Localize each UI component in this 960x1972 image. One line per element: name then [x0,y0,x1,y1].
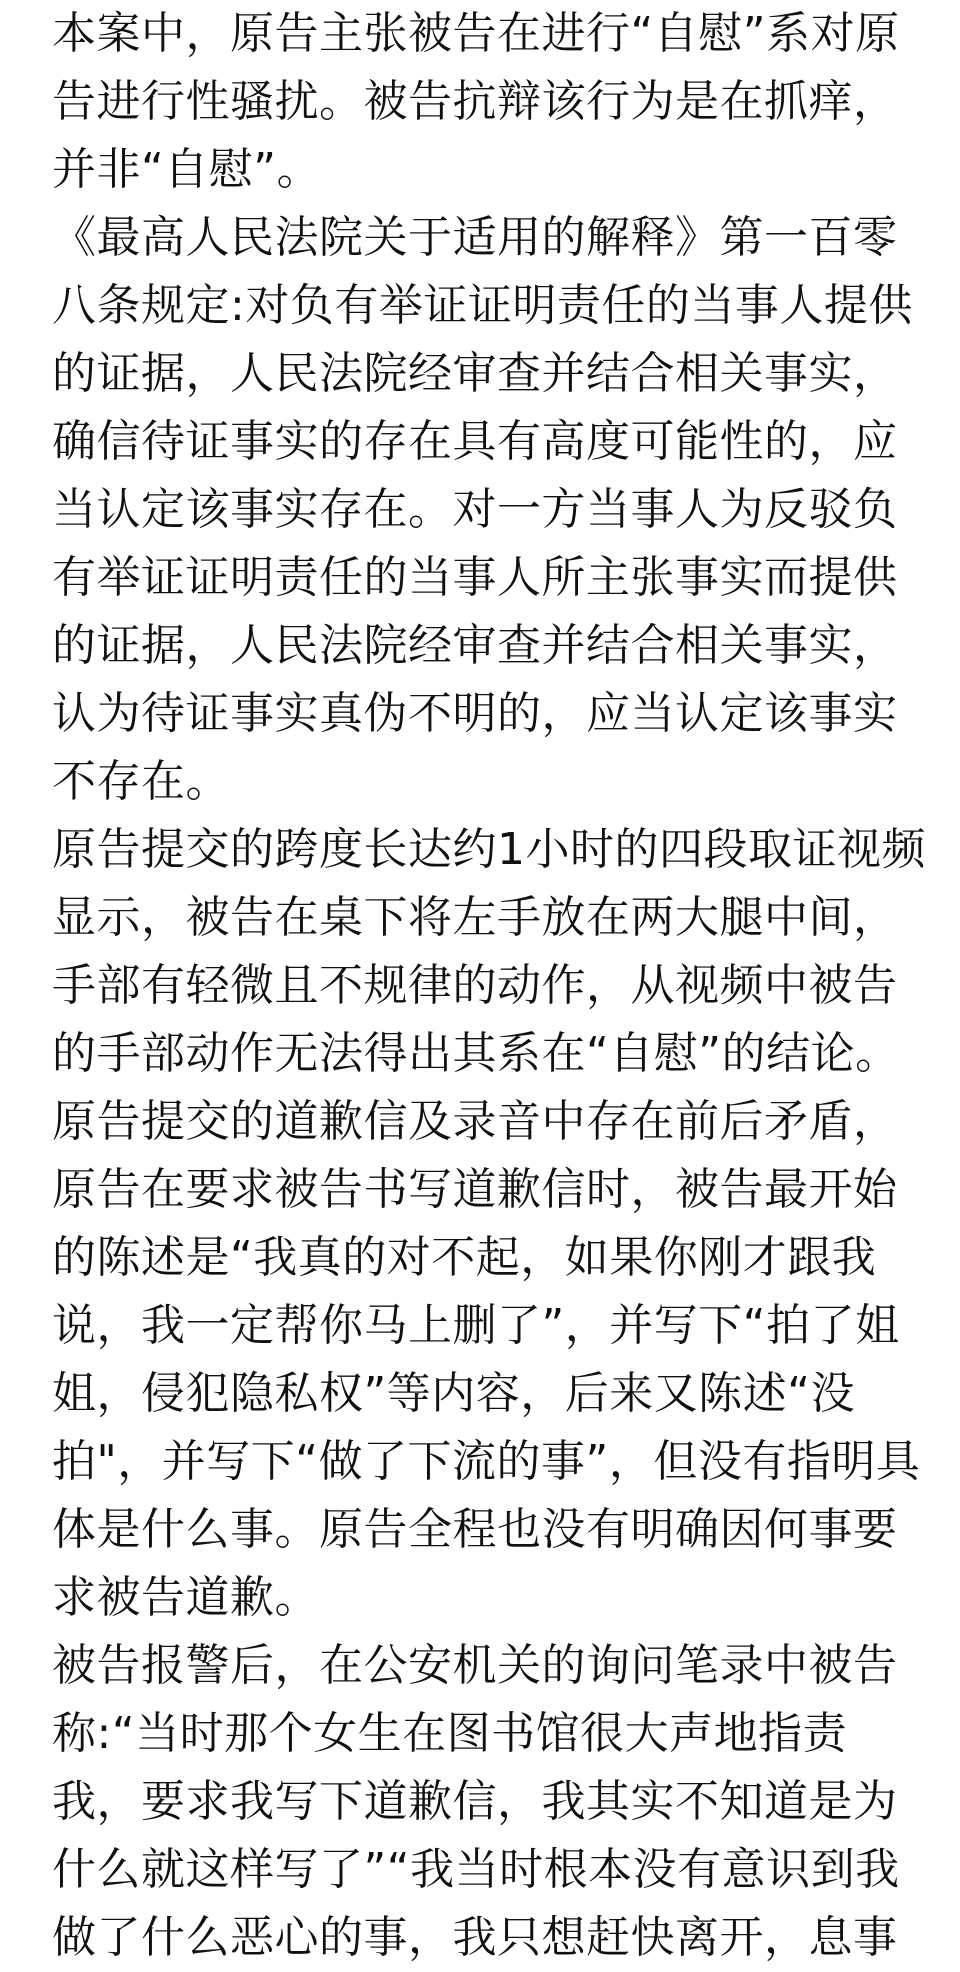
text-line: 并非“自慰”。 [52,144,322,195]
text-line: 我，要求我写下道歉信，我其实不知道是为 [52,1776,898,1827]
text-line: 的陈述是“我真的对不起，如果你刚才跟我 [52,1232,877,1283]
text-line: 的证据，人民法院经审查并结合相关事实， [52,348,898,399]
text-line: 原告提交的道歉信及录音中存在前后矛盾， [52,1096,898,1147]
text-line: 告进行性骚扰。被告抗辩该行为是在抓痒， [52,76,898,127]
text-line: 《最高人民法院关于适用的解释》第一百零 [52,212,898,263]
text-line: 八条规定:对负有举证证明责任的当事人提供 [52,280,913,331]
text-line: 说，我一定帮你马上删了”，并写下“拍了姐 [52,1300,900,1351]
text-line: 本案中，原告主张被告在进行“自慰”系对原 [52,8,900,59]
text-line: 手部有轻微且不规律的动作，从视频中被告 [52,960,898,1011]
text-line: 显示，被告在桌下将左手放在两大腿中间， [52,892,898,943]
text-line: 的手部动作无法得出其系在“自慰”的结论。 [52,1028,900,1079]
text-line: 体是什么事。原告全程也没有明确因何事要 [52,1504,898,1555]
text-line: 做了什么恶心的事，我只想赶快离开，息事 [52,1912,898,1963]
text-line: 称:“当时那个女生在图书馆很大声地指责 [52,1708,848,1759]
text-line: 姐，侵犯隐私权”等内容，后来又陈述“没 [52,1368,856,1419]
text-line: 不存在。 [52,756,230,807]
text-line: 认为待证事实真伪不明的，应当认定该事实 [52,688,898,739]
text-line: 原告在要求被告书写道歉信时，被告最开始 [52,1164,898,1215]
text-line: 被告报警后，在公安机关的询问笔录中被告 [52,1640,898,1691]
text-line: 什么就这样写了”“我当时根本没有意识到我 [52,1844,900,1895]
text-line: 求被告道歉。 [52,1572,319,1623]
text-line: 当认定该事实存在。对一方当事人为反驳负 [52,484,898,535]
text-line: 拍"，并写下“做了下流的事”，但没有指明具 [52,1436,921,1487]
text-line: 有举证证明责任的当事人所主张事实而提供 [52,552,898,603]
text-line: 确信待证事实的存在具有高度可能性的，应 [52,416,898,467]
text-line: 原告提交的跨度长达约1小时的四段取证视频 [52,824,926,875]
text-line: 的证据，人民法院经审查并结合相关事实， [52,620,898,671]
document-text [52,0,932,1972]
